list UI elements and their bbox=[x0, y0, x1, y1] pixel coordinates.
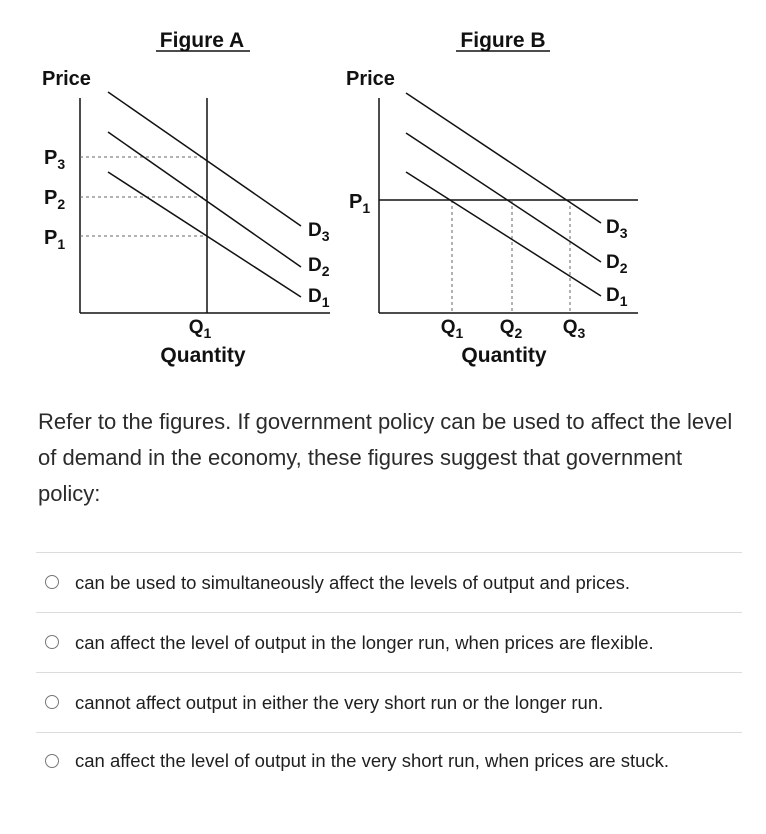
answer-option-label: can affect the level of output in the very short run, when prices are stuck. bbox=[75, 750, 670, 771]
figure-b-tick-q1: $Q_1$ bbox=[440, 317, 464, 341]
figure-a bbox=[42, 29, 330, 367]
figure-b-demand-d3 bbox=[406, 93, 601, 223]
radio-button-icon[interactable] bbox=[45, 754, 59, 768]
figure-a-label-d3: $D_3$ bbox=[308, 220, 330, 244]
figure-a-demand-d3 bbox=[108, 92, 301, 226]
answer-option-label: can affect the level of output in the longer run, when prices are flexible. bbox=[75, 631, 654, 653]
figure-b-quantity-label: Quantity bbox=[461, 344, 547, 367]
figure-a-tick-p3: $P_3$ bbox=[44, 147, 66, 172]
figure-a-demand-d1 bbox=[108, 172, 301, 297]
figure-b-tick-q2: $Q_2$ bbox=[499, 317, 523, 341]
figure-b-label-d2: $D_2$ bbox=[606, 252, 628, 276]
figure-b-demand-d2 bbox=[406, 133, 601, 262]
figure-b-title: Figure B bbox=[460, 29, 546, 52]
figure-a-demand-d2 bbox=[108, 132, 301, 267]
question-text: Refer to the figures. If government policy can be used to affect the level of demand in the economy, these figures suggest that government policy: bbox=[38, 409, 733, 506]
answer-option-label: can be used to simultaneously affect the levels of output and prices. bbox=[75, 571, 630, 593]
figure-b-tick-p1: $P_1$ bbox=[349, 191, 371, 216]
figure-a-price-label: Price bbox=[42, 68, 91, 90]
answer-option-4[interactable] bbox=[36, 732, 742, 820]
figure-b-label-d1: $D_1$ bbox=[606, 285, 628, 309]
figure-a-label-d1: $D_1$ bbox=[308, 286, 330, 310]
answer-option-2[interactable] bbox=[36, 612, 742, 672]
answer-option-1[interactable] bbox=[36, 552, 742, 612]
radio-button-icon[interactable] bbox=[45, 575, 59, 589]
figure-b bbox=[346, 29, 638, 367]
figure-a-tick-q1: $Q_1$ bbox=[188, 317, 212, 341]
answer-options bbox=[36, 552, 742, 820]
figure-b-tick-q3: $Q_3$ bbox=[562, 317, 586, 341]
figure-a-quantity-label: Quantity bbox=[160, 344, 246, 367]
answer-option-label: cannot affect output in either the very short run or the longer run. bbox=[75, 691, 604, 713]
figure-b-label-d3: $D_3$ bbox=[606, 217, 628, 241]
figure-a-tick-p1: $P_1$ bbox=[44, 227, 66, 252]
figure-b-demand-d1 bbox=[406, 172, 601, 296]
figure-a-title: Figure A bbox=[159, 29, 245, 52]
radio-button-icon[interactable] bbox=[45, 695, 59, 709]
figures-diagram bbox=[0, 0, 766, 380]
answer-option-3[interactable] bbox=[36, 672, 742, 732]
figure-a-label-d2: $D_2$ bbox=[308, 255, 330, 279]
figure-a-tick-p2: $P_2$ bbox=[44, 187, 66, 212]
figure-b-price-label: Price bbox=[346, 68, 395, 90]
radio-button-icon[interactable] bbox=[45, 635, 59, 649]
